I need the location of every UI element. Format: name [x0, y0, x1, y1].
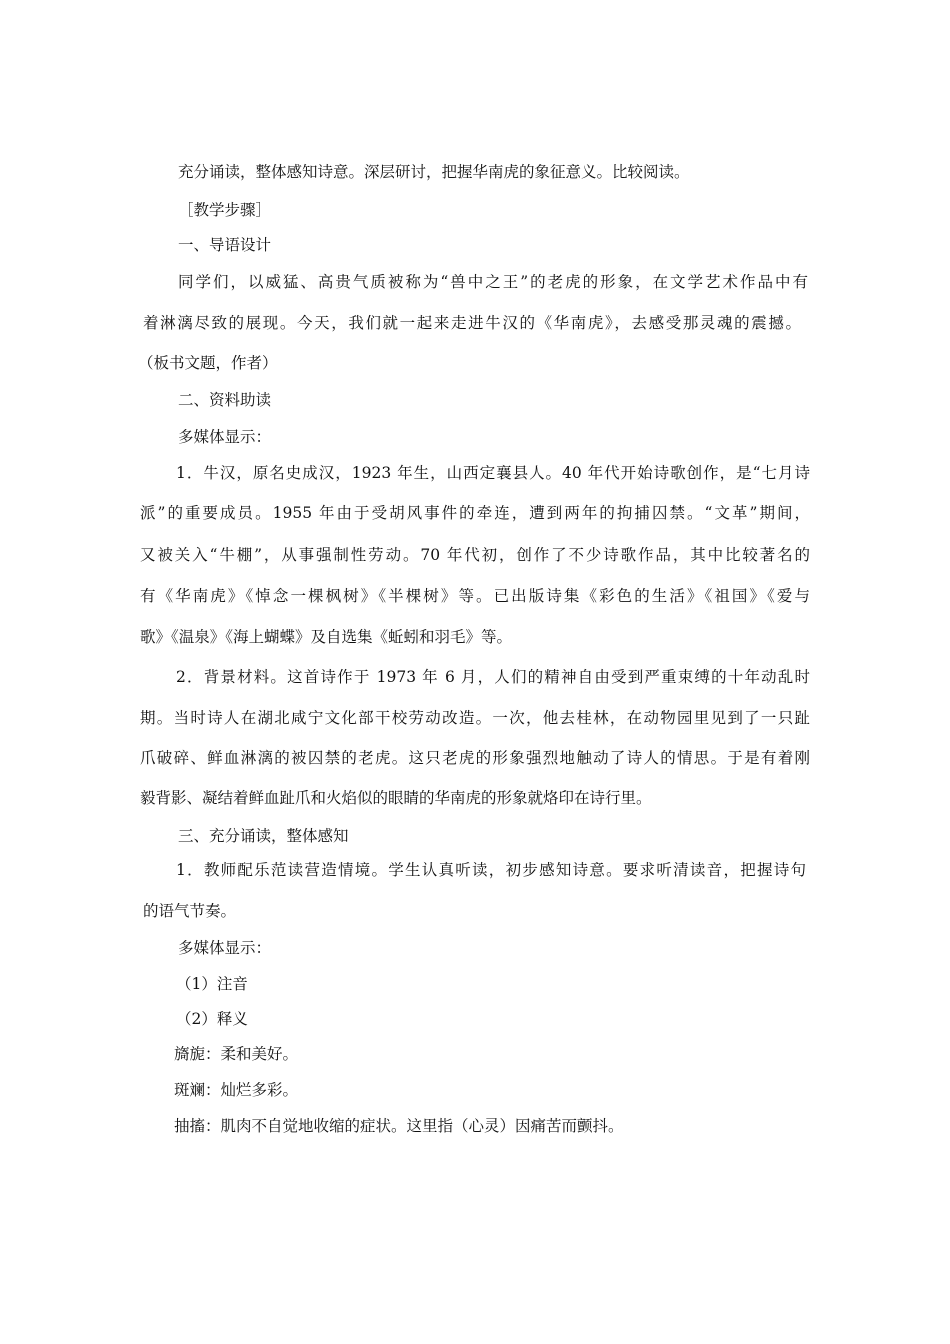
author-paragraph-line: 歌》《温泉》《海上蝴蝶》及自选集《蚯蚓和羽毛》等。 — [140, 628, 513, 646]
definition-item: 斑斓：灿烂多彩。 — [174, 1081, 299, 1099]
intro-paragraph-line: 着淋漓尽致的展现。今天，我们就一起来走进牛汉的《华南虎》，去感受那灵魂的震撼。 — [143, 314, 801, 332]
author-paragraph-line: 又被关入“牛棚”，从事强制性劳动。70 年代初，创作了不少诗歌作品，其中比较著名的 — [140, 546, 810, 564]
section-heading-materials: 二、资料助读 — [178, 391, 272, 409]
background-paragraph-line: 2．背景材料。这首诗作于 1973 年 6 月，人们的精神自由受到严重束缚的十年动乱时 — [176, 668, 810, 686]
multimedia-label: 多媒体显示： — [178, 428, 272, 446]
reading-paragraph-line: 1．教师配乐范读营造情境。学生认真听读，初步感知诗意。要求听清读音，把握诗句 — [176, 861, 806, 879]
section-heading-intro: 一、导语设计 — [178, 236, 272, 254]
definition-item: 旖旎：柔和美好。 — [174, 1045, 299, 1063]
objective-line: 充分诵读，整体感知诗意。深层研讨，把握华南虎的象征意义。比较阅读。 — [178, 163, 690, 181]
author-paragraph-line: 派”的重要成员。1955 年由于受胡风事件的牵连，遭到两年的拘捕囚禁。“文革”期间， — [140, 504, 810, 522]
author-paragraph-line: 1．牛汉，原名史成汉，1923 年生，山西定襄县人。40 年代开始诗歌创作，是“七月诗 — [176, 464, 810, 482]
list-item-definitions: （2）释义 — [176, 1010, 248, 1028]
intro-paragraph-line: 同学们，以威猛、高贵气质被称为“兽中之王”的老虎的形象，在文学艺术作品中有 — [178, 273, 808, 291]
section-heading-reading: 三、充分诵读，整体感知 — [178, 827, 349, 845]
list-item-pronunciation: （1）注音 — [176, 975, 248, 993]
background-paragraph-line: 爪破碎、鲜血淋漓的被囚禁的老虎。这只老虎的形象强烈地触动了诗人的情思。于是有着刚 — [140, 749, 810, 767]
multimedia-label: 多媒体显示： — [178, 939, 272, 957]
reading-paragraph-line: 的语气节奏。 — [143, 902, 237, 920]
board-note: （板书文题，作者） — [138, 354, 278, 372]
teaching-steps-heading: ［教学步骤］ — [178, 201, 272, 219]
background-paragraph-line: 毅背影、凝结着鲜血趾爪和火焰似的眼睛的华南虎的形象就烙印在诗行里。 — [140, 789, 652, 807]
background-paragraph-line: 期。当时诗人在湖北咸宁文化部干校劳动改造。一次，他去桂林，在动物园里见到了一只趾 — [140, 709, 810, 727]
author-paragraph-line: 有《华南虎》《悼念一棵枫树》《半棵树》等。已出版诗集《彩色的生活》《祖国》《爱与 — [140, 587, 810, 605]
definition-item: 抽搐：肌肉不自觉地收缩的症状。这里指（心灵）因痛苦而颤抖。 — [174, 1117, 624, 1135]
